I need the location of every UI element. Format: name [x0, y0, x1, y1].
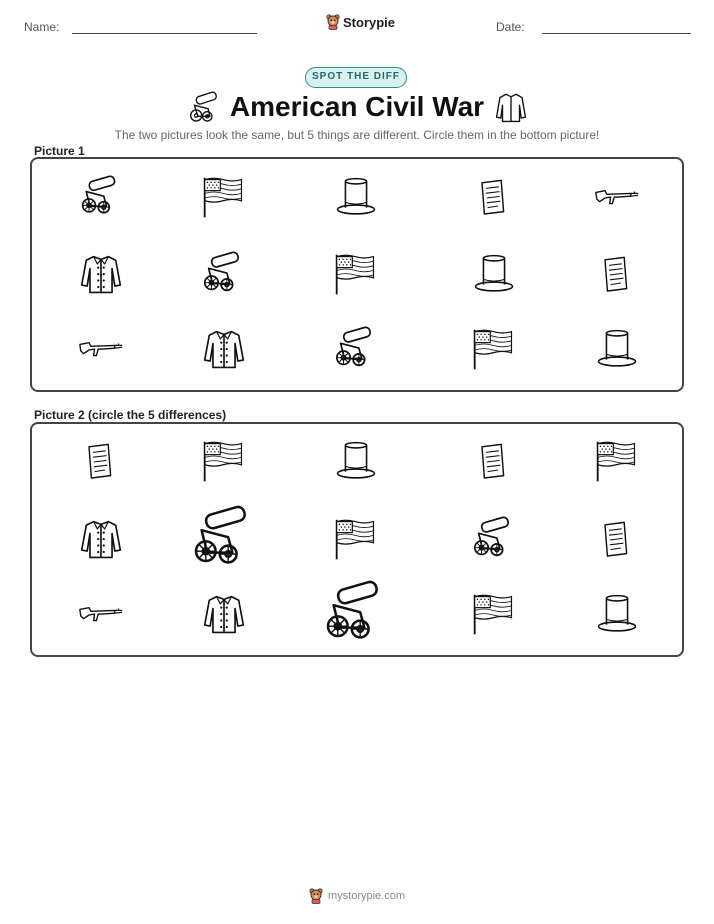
document-icon[interactable]: [81, 442, 121, 482]
picture2-label: Picture 2 (circle the 5 differences): [34, 408, 227, 422]
cannon-icon[interactable]: [321, 580, 391, 650]
flag-icon: [201, 175, 247, 221]
rifle-icon[interactable]: [78, 592, 124, 638]
footer: [0, 888, 714, 904]
rifle-icon: [594, 175, 640, 221]
rifle-icon: [78, 327, 124, 373]
cannon-icon: [186, 90, 220, 124]
top-hat-icon: [595, 328, 639, 372]
document-icon: [474, 178, 514, 218]
date-line[interactable]: [542, 33, 691, 34]
page-title: American Civil War: [229, 91, 485, 122]
coat-icon: [78, 252, 124, 298]
cannon-icon: [332, 326, 380, 374]
title-row: [0, 90, 714, 124]
footer-url: mystorypie.com: [327, 890, 406, 902]
picture1-label: Picture 1: [34, 144, 85, 158]
name-label: Name:: [24, 20, 60, 34]
flag-icon[interactable]: [594, 439, 640, 485]
cannon-icon: [78, 175, 124, 221]
document-icon: [597, 255, 637, 295]
coat-icon[interactable]: [201, 592, 247, 638]
top-hat-icon[interactable]: [595, 593, 639, 637]
document-icon[interactable]: [597, 520, 637, 560]
coat-icon: [201, 327, 247, 373]
top-hat-icon[interactable]: [334, 440, 378, 484]
cannon-icon[interactable]: [470, 516, 518, 564]
date-label: Date:: [496, 20, 525, 34]
cannon-icon: [200, 251, 248, 299]
bear-icon: [326, 14, 340, 30]
document-icon[interactable]: [474, 442, 514, 482]
flag-icon[interactable]: [333, 517, 379, 563]
top-hat-icon: [334, 176, 378, 220]
name-line[interactable]: [72, 33, 257, 34]
coat-icon: [494, 90, 528, 124]
coat-icon[interactable]: [78, 517, 124, 563]
storypie-logo: [326, 14, 395, 30]
flag-icon[interactable]: [201, 439, 247, 485]
flag-icon: [471, 327, 517, 373]
top-hat-icon: [472, 253, 516, 297]
bear-icon: [309, 888, 323, 904]
spot-the-diff-badge: SPOT THE DIFF: [305, 67, 407, 88]
flag-icon[interactable]: [471, 592, 517, 638]
flag-icon: [333, 252, 379, 298]
brand-name: Storypie: [343, 14, 396, 30]
cannon-icon[interactable]: [189, 505, 259, 575]
instructions: The two pictures look the same, but 5 things are different. Circle them in the bottom picture!: [114, 128, 600, 142]
